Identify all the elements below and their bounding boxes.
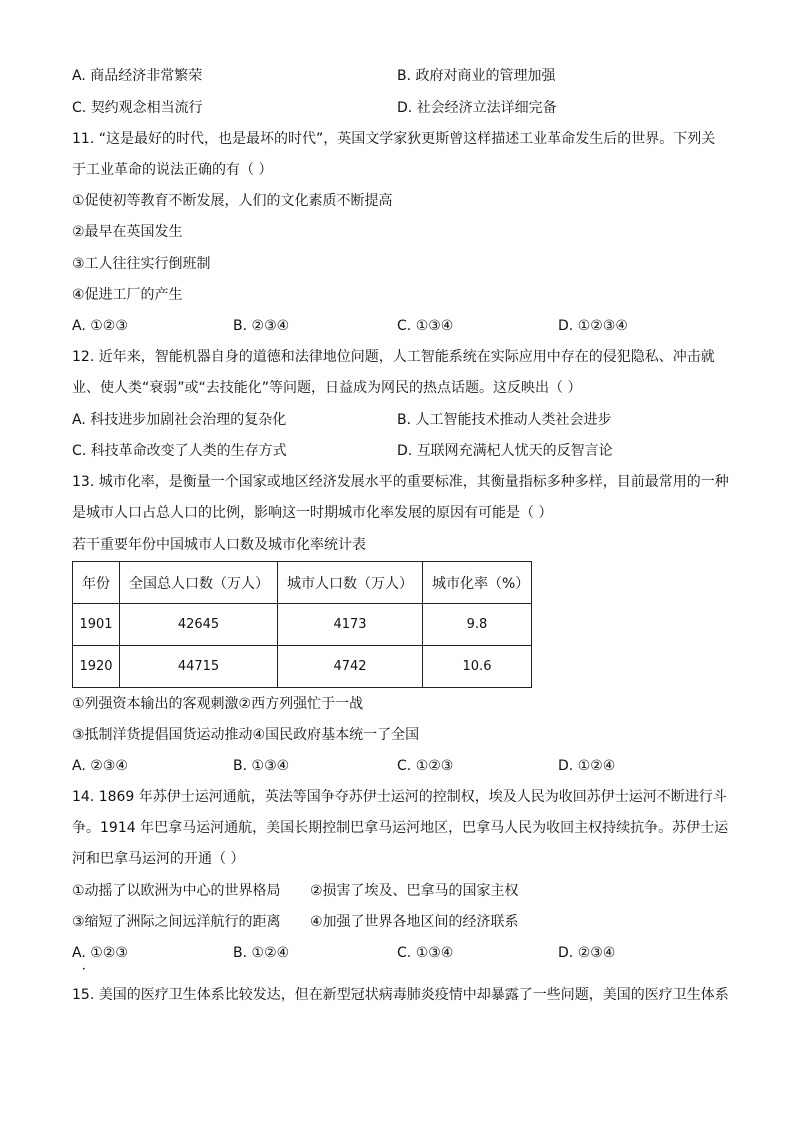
q14-item-2: ②损害了埃及、巴拿马的国家主权 — [310, 883, 519, 899]
table-cell: 1901 — [73, 604, 120, 646]
q14-option-c: C. ①③④ — [397, 945, 454, 961]
table-header: 城市化率（%） — [423, 562, 532, 604]
q14-item-4: ④加强了世界各地区间的经济联系 — [310, 914, 519, 930]
table-cell: 44715 — [120, 646, 278, 688]
q11-option-c: C. ①③④ — [397, 318, 454, 334]
q13-option-b: B. ①③④ — [233, 758, 290, 774]
q14-stem-line2: 争。1914 年巴拿马运河通航，美国长期控制巴拿马运河地区，巴拿马人民为收回主权持续抗争。苏伊士运 — [72, 820, 729, 836]
q14-stem-line3: 河和巴拿马运河的开通（ ） — [72, 851, 245, 867]
q14-option-b: B. ①②④ — [233, 945, 290, 961]
q11-item-3: ③工人往往实行倒班制 — [72, 256, 211, 272]
q14-option-d: D. ②③④ — [558, 945, 616, 961]
q11-option-b: B. ②③④ — [233, 318, 290, 334]
q10-option-d: D. 社会经济立法详细完备 — [397, 100, 557, 116]
table-cell: 42645 — [120, 604, 278, 646]
table-header: 全国总人口数（万人） — [120, 562, 278, 604]
table-header: 城市人口数（万人） — [278, 562, 423, 604]
q14-stem-line1: 14. 1869 年苏伊士运河通航，英法等国争夺苏伊士运河的控制权，埃及人民为收回苏伊士运河不断进行斗 — [72, 789, 727, 805]
q15-stem-line1: 15. 美国的医疗卫生体系比较发达，但在新型冠状病毒肺炎疫情中却暴露了一些问题，美国的医疗卫生体系 — [72, 987, 729, 1003]
table-row — [73, 604, 532, 646]
table-title: 若干重要年份中国城市人口数及城市化率统计表 — [72, 537, 366, 553]
table-cell: 10.6 — [423, 646, 532, 688]
q10-option-c: C. 契约观念相当流行 — [72, 100, 203, 116]
city-population-table — [72, 561, 532, 688]
q13-option-c: C. ①②③ — [397, 758, 454, 774]
q12-stem-line1: 12. 近年来，智能机器自身的道德和法律地位问题，人工智能系统在实际应用中存在的侵犯隐私、冲击就 — [72, 349, 715, 365]
table-header-row — [73, 562, 532, 604]
q11-item-1: ①促使初等教育不断发展，人们的文化素质不断提高 — [72, 193, 393, 209]
table-cell: 4742 — [278, 646, 423, 688]
q13-option-d: D. ①②④ — [558, 758, 616, 774]
q12-stem-line2: 业、使人类“衰弱”或“去技能化”等问题，日益成为网民的热点话题。这反映出（ ） — [72, 380, 582, 396]
table-header: 年份 — [73, 562, 120, 604]
q11-item-2: ②最早在英国发生 — [72, 224, 183, 240]
q12-option-d: D. 互联网充满杞人忧天的反智言论 — [397, 443, 613, 459]
q13-stem-line1: 13. 城市化率，是衡量一个国家或地区经济发展水平的重要标准，其衡量指标多种多样，目前最常用的一种 — [72, 474, 729, 490]
q11-stem-line1: 11. “这是最好的时代，也是最坏的时代”，英国文学家狄更斯曾这样描述工业革命发生后的世界。下列关 — [72, 131, 716, 147]
q11-stem-line2: 于工业革命的说法正确的有（ ） — [72, 162, 273, 178]
q12-option-a: A. 科技进步加剧社会治理的复杂化 — [72, 412, 287, 428]
q10-option-a: A. 商品经济非常繁荣 — [72, 68, 203, 84]
q12-option-b: B. 人工智能技术推动人类社会进步 — [397, 412, 612, 428]
q11-option-d: D. ①②③④ — [558, 318, 628, 334]
q13-items-line2: ③抵制洋货提倡国货运动推动④国民政府基本统一了全国 — [72, 727, 420, 743]
stray-dot-mark: • — [82, 966, 86, 973]
table-cell: 1920 — [73, 646, 120, 688]
table-cell: 9.8 — [423, 604, 532, 646]
table-row — [73, 646, 532, 688]
q12-option-c: C. 科技革命改变了人类的生存方式 — [72, 443, 287, 459]
q13-option-a: A. ②③④ — [72, 758, 128, 774]
q11-item-4: ④促进工厂的产生 — [72, 287, 183, 303]
q14-item-1: ①动摇了以欧洲为中心的世界格局 — [72, 883, 281, 899]
table-cell: 4173 — [278, 604, 423, 646]
q14-option-a: A. ①②③ — [72, 945, 128, 961]
q13-stem-line2: 是城市人口占总人口的比例，影响这一时期城市化率发展的原因有可能是（ ） — [72, 505, 553, 521]
q13-items-line1: ①列强资本输出的客观刺激②西方列强忙于一战 — [72, 696, 364, 712]
q11-option-a: A. ①②③ — [72, 318, 128, 334]
q14-item-3: ③缩短了洲际之间远洋航行的距离 — [72, 914, 281, 930]
q10-option-b: B. 政府对商业的管理加强 — [397, 68, 556, 84]
